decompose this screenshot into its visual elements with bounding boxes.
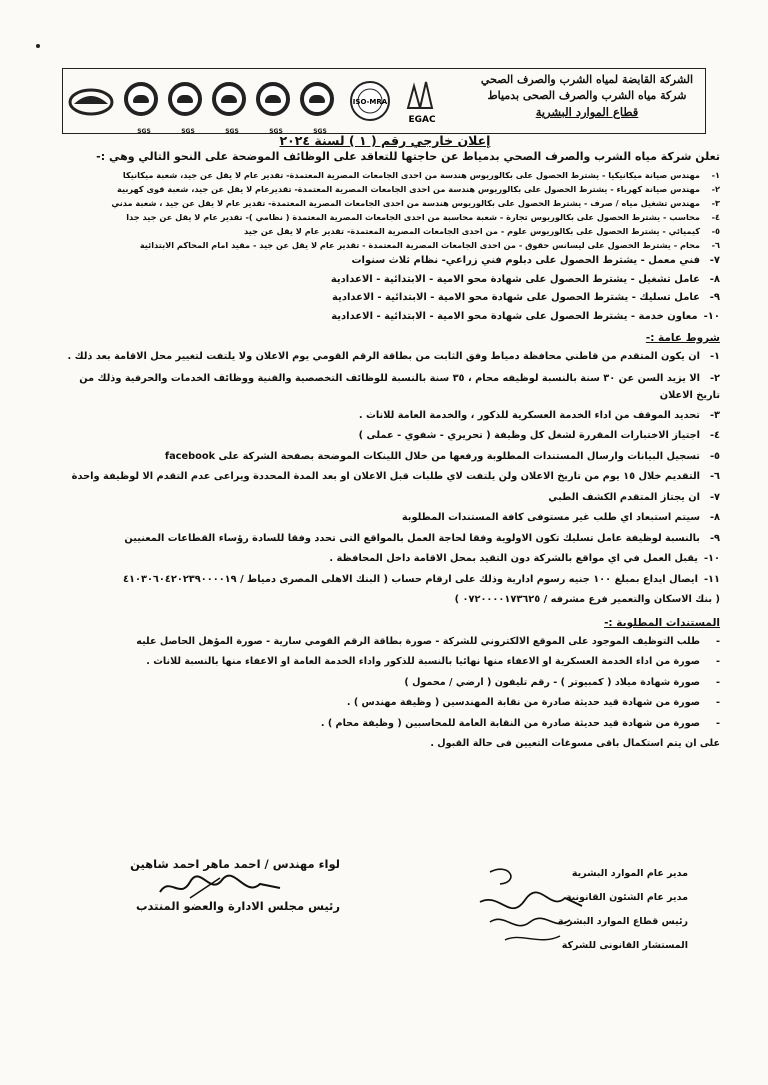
approvals-block	[478, 862, 688, 958]
item-number: ٩-	[709, 532, 720, 544]
bullet-dash: -	[716, 717, 720, 729]
item-text: محاسب - يشترط الحصول على بكالوريوس تجارة - شعبة محاسبة من احدى الجامعات المصرية المعتمدة ( نظامي )- تقدير عام لا يقل عن جيد جدا	[126, 212, 700, 222]
item-number: ٢-	[709, 372, 720, 384]
item-text: عامل تسليك - يشترط الحصول على شهادة محو الامية - الابتدائية - الاعدادية	[332, 292, 700, 303]
sgs-logo-4: SGS	[256, 82, 290, 116]
department-name: قطاع الموارد البشرية	[535, 105, 639, 119]
item-number: ٦-	[709, 471, 720, 482]
company-logo-icon	[68, 86, 114, 118]
item-number: ٣-	[711, 198, 720, 208]
svg-text:EGAC: EGAC	[408, 115, 436, 125]
organization-block	[472, 72, 702, 120]
chairman-title: رئيس مجلس الادارة والعضو المنتدب	[135, 899, 340, 913]
item-text: مهندس صيانة ميكانيكيا - يشترط الحصول على بكالوريوس هندسة من احدى الجامعات المصرية المعتمدة- تقدير عام لا يقل عن جيد، شعبة ميكانيكا	[122, 170, 700, 180]
chairman-name: لواء مهندس / احمد ماهر احمد شاهين	[130, 857, 340, 871]
item-text: ( بنك الاسكان والتعمير فرع مشرفه / ٠٧٢٠٠٠٠١٧٣٦٢٥ )	[454, 594, 720, 605]
item-number: ١٠-	[703, 553, 720, 564]
condition-item	[60, 549, 720, 570]
item-text: صورة شهادة ميلاد ( كمبيوتر ) - رقم تليفون ( ارضي / محمول )	[404, 676, 700, 688]
condition-item	[60, 426, 720, 447]
job-item	[60, 210, 720, 224]
item-number: ٢-	[711, 184, 720, 194]
item-number: ٧-	[709, 255, 720, 266]
letterhead	[62, 68, 706, 138]
document-item	[60, 673, 720, 694]
job-item	[60, 196, 720, 210]
intro-paragraph: تعلن شركة مياه الشرب والصرف الصحي بدمياط عن حاجتها للتعاقد على الوظائف الموضحة على النحو التالي وهي :-	[96, 150, 720, 163]
sgs-logo-2: SGS	[168, 82, 202, 116]
item-number: ١-	[711, 170, 720, 180]
bullet-dash: -	[716, 676, 720, 688]
item-text: فني معمل - يشترط الحصول على دبلوم فني زراعي- نظام ثلاث سنوات	[351, 255, 700, 266]
condition-item	[60, 508, 720, 529]
condition-item	[60, 347, 720, 368]
document-item	[60, 693, 720, 714]
item-text: صورة من شهادة قيد حديثة صادرة من النقابة العامة للمحاسبين ( وظيفة محام ) .	[320, 717, 700, 729]
item-number: ٣-	[709, 409, 720, 421]
item-text: الا يزيد السن عن ٣٠ سنة بالنسبة لوظيفه محام ، ٣٥ سنة بالنسبة للوظائف التخصصية والفنية ووظائف الخدمات والحرفية وذلك من تاريخ الاعلان	[79, 372, 720, 401]
item-text: صورة من اداء الخدمة العسكرية او الاعفاء منها نهائيا بالنسبة للذكور واداء الخدمة العامة او الاعفاء منها بالنسبة للاناث .	[146, 656, 700, 668]
svg-text:ISO-MRA: ISO-MRA	[352, 98, 388, 106]
item-number: ٨-	[709, 512, 720, 523]
item-text: معاون خدمة - يشترط الحصول على شهادة محو الامية - الابتدائية - الاعدادية	[331, 310, 698, 322]
item-number: ٤-	[709, 430, 720, 441]
item-text: محام - يشترط الحصول على ليسانس حقوق - من احدى الجامعات المصرية المعتمدة - تقدير عام لا يقل عن جيد - مقيد امام المحاكم الابتدائية	[139, 240, 700, 250]
conditions-list	[60, 347, 720, 611]
condition-item	[60, 529, 720, 550]
sgs-logo-5: SGS	[300, 82, 334, 116]
closing-note: على ان يتم استكمال باقى مسوغات التعيين فى حالة القبول .	[430, 738, 720, 750]
job-item	[60, 308, 720, 327]
item-text: كيميائي - يشترط الحصول على بكالوريوس علوم - من احدى الجامعات المصرية المعتمدة- تقدير عام لا يقل عن جيد	[244, 226, 700, 236]
job-item	[60, 271, 720, 290]
bullet-dash: -	[716, 635, 720, 647]
bullet-dash: -	[716, 697, 720, 709]
item-number: ٤-	[711, 212, 720, 222]
job-item	[60, 238, 720, 252]
chairman-signature-block	[80, 853, 340, 913]
item-number: ١١-	[703, 573, 720, 585]
announcement-title: إعلان خارجي رقم ( ١ ) لسنة ٢٠٢٤	[279, 133, 491, 148]
egac-logo-icon	[398, 78, 446, 128]
sgs-logo-1: SGS	[124, 82, 158, 116]
item-text: عامل تشغيل - يشترط الحصول على شهادة محو الامية - الابتدائية - الاعدادية	[330, 273, 700, 285]
condition-item	[60, 447, 720, 468]
certification-logos	[66, 72, 486, 135]
item-text: مهندس تشغيل مياه / صرف - يشترط الحصول على بكالوريوس هندسة من احدى الجامعات المصرية المعتمدة- تقدير عام لا يقل عن جيد ، شعبة مدني	[111, 198, 700, 208]
item-text: بالنسبة لوظيفة عامل تسليك تكون الاولوية وفقا لحاجة العمل بالمواقع التى تحدد وفقا للسادة رؤساء القطاعات المعنيين	[124, 532, 700, 544]
document-item	[60, 652, 720, 673]
documents-list	[60, 632, 720, 735]
item-number: ٧-	[709, 491, 720, 503]
item-text: صورة من شهادة قيد حديثة صادرة من نقابة المهندسين ( وظيفة مهندس ) .	[346, 697, 700, 709]
scan-dot	[36, 44, 40, 48]
condition-item	[60, 467, 720, 488]
item-text: سيتم استبعاد اي طلب غير مستوفى كافة المستندات المطلوبة	[401, 512, 700, 523]
condition-item	[60, 590, 720, 611]
item-text: اجتياز الاختبارات المقررة لشغل كل وظيفة ( تحريري - شفوي - عملى )	[358, 430, 700, 441]
documents-heading: المستندات المطلوبة :-	[604, 616, 720, 629]
approver-title: مدير عام الشئون القانونية	[565, 892, 688, 903]
job-item	[60, 252, 720, 271]
item-text: مهندس صيانة كهرباء - يشترط الحصول على بكالوريوس هندسة من احدى الجامعات المصرية المعتمدة- تقديرعام لا يقل عن جيد، شعبة قوى كهربية	[117, 184, 700, 194]
item-number: ١-	[709, 351, 720, 362]
iso-mra-seal-icon	[349, 80, 391, 122]
jobs-list	[60, 168, 720, 326]
item-number: ٦-	[711, 240, 720, 250]
job-item	[60, 168, 720, 182]
bullet-dash: -	[716, 656, 720, 668]
document-item	[60, 632, 720, 653]
approver-title: المستشار القانونى للشركة	[561, 940, 688, 951]
company-name: شركة مياه الشرب والصرف الصحى بدمياط	[487, 89, 687, 102]
approver-title: مدير عام الموارد البشرية	[571, 868, 688, 879]
announcement-body	[60, 148, 720, 754]
job-item	[60, 289, 720, 308]
sgs-logo-3: SGS	[212, 82, 246, 116]
document-item	[60, 714, 720, 735]
item-text: طلب التوظيف الموجود على الموقع الالكتروني للشركة - صورة بطاقة الرقم القومي سارية - صورة المؤهل الحاصل عليه	[136, 635, 700, 647]
item-text: ايصال ايداع بمبلغ ١٠٠ جنيه رسوم ادارية وذلك على ارقام حساب ( البنك الاهلى المصرى دمياط / ٤١٠٣٠٦٠٤٢٠٢٣٩٠٠٠٠١٩	[123, 573, 698, 585]
condition-item	[60, 406, 720, 427]
conditions-heading: شروط عامة :-	[645, 332, 720, 344]
item-number: ١٠-	[703, 310, 720, 322]
condition-item	[60, 570, 720, 591]
item-text: التقديم خلال ١٥ يوم من تاريخ الاعلان ولن يلتفت لاي طلبات قبل الاعلان او بعد المدة المحددة ويراعى عدم التقدم الا لوظيفة واحدة	[71, 471, 700, 482]
job-item	[60, 182, 720, 196]
item-text: ان يجتاز المتقدم الكشف الطبي	[548, 491, 700, 503]
item-number: ٥-	[709, 450, 720, 462]
condition-item	[60, 488, 720, 509]
item-number: ٨-	[709, 273, 720, 285]
job-item	[60, 224, 720, 238]
approver-title: رئيس قطاع الموارد البشرية	[557, 916, 688, 927]
item-number: ٩-	[709, 292, 720, 303]
item-text: ان يكون المتقدم من قاطني محافظة دمياط وفق الثابت من بطاقة الرقم القومي يوم الاعلان ولا يلتفت لتغيير محل الاقامة بعد ذلك .	[67, 351, 700, 362]
item-text: تحديد الموقف من اداء الخدمة العسكرية للذكور ، والخدمة العامة للاناث .	[358, 409, 700, 421]
item-text: يقبل العمل في اي مواقع بالشركة دون التقيد بمحل الاقامة داخل المحافظة .	[329, 553, 698, 564]
condition-item	[60, 368, 720, 406]
item-number: ٥-	[711, 226, 720, 236]
item-text: تسجيل البيانات وارسال المستندات المطلوبة ورفعها من خلال اللينكات الموضحة بصفحة الشركة على facebook	[164, 450, 700, 462]
holding-company-name: الشركة القابضة لمياه الشرب والصرف الصحي	[480, 73, 694, 86]
